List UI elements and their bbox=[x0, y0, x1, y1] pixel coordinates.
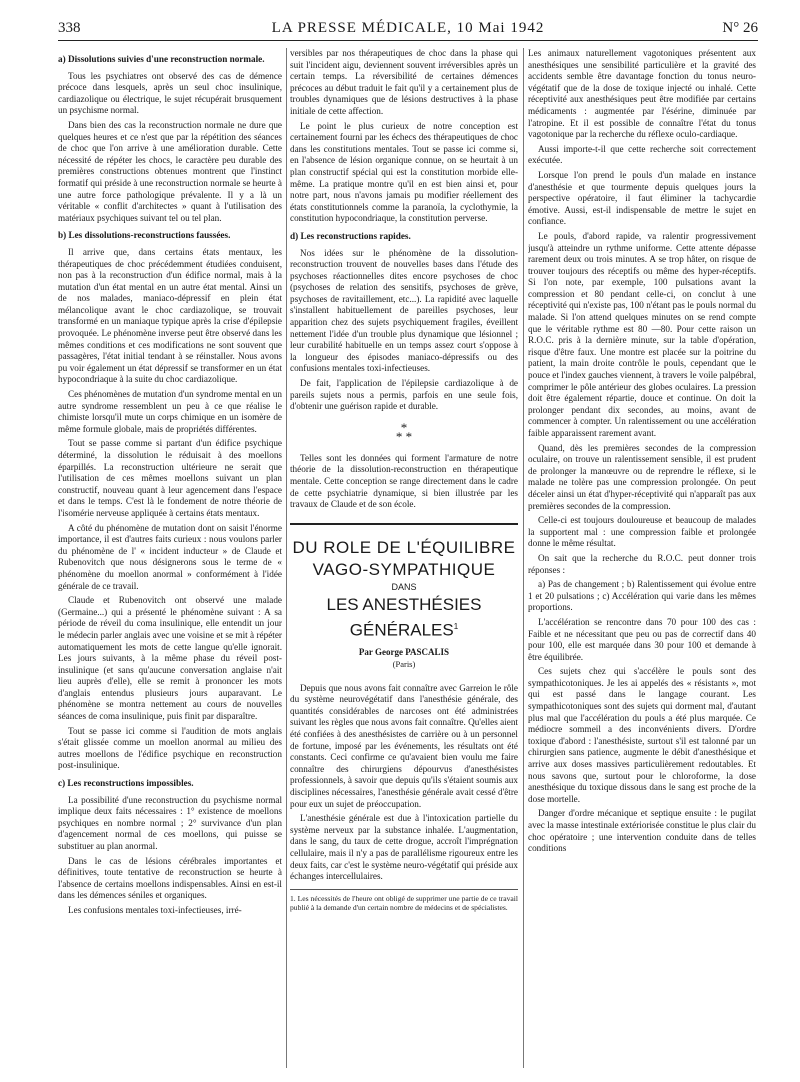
paragraph: Lorsque l'on prend le pouls d'un malade en instance d'anesthésie et que tourmente depuis quelques jours la perspective opératoire, il faut éliminer la tachycardie émotive. Aussi, est-il indispensable de mettre le sujet en confiance. bbox=[528, 169, 756, 227]
article-title-line-1: DU ROLE DE L'ÉQUILIBRE bbox=[292, 537, 516, 557]
footnote bbox=[290, 889, 518, 913]
section-heading: d) Les reconstructions rapides. bbox=[290, 230, 411, 241]
paragraph: Tout se passe ici comme si l'audition de mots anglais s'était glissée comme un moellon anormal au milieu des autres moellons de l'édifice psychique en reconstruction post-insulinique. bbox=[58, 725, 282, 771]
column-3 bbox=[528, 48, 756, 1074]
paragraph: Depuis que nous avons fait connaître avec Garreion le rôle du système neurovégétatif dans l'anesthésie générale, des quantités considérables de narcoses ont été administrées suivant les règles que nous avons fait connaître. Qu'elles aient été confiées à des anesthésistes de carrière ou à un personnel de fortune, imposé par les événements, les résultats ont été constants. Ceci confirme ce qu'avaient bien voulu me faire connaître des chirurgiens dépourvus d'anesthésistes professionnels, à savoir que depuis qu'ils s'étaient soumis aux disciplines nécessaires, l'anesthésie générale avait cessé d'être pour eux un sujet de préoccupation. bbox=[290, 682, 518, 809]
section-separator-asterisks: * * * bbox=[395, 419, 413, 444]
paragraph: Tous les psychiatres ont observé des cas de démence précoce dans lesquels, après un seul choc insulinique, cardiazolique ou électrique, le sujet récupérait brusquement un psychisme normal. bbox=[58, 70, 282, 116]
column-divider bbox=[523, 48, 524, 1068]
paragraph: Claude et Rubenovitch ont observé une malade (Germaine...) qui a présenté le phénomène suivant : A sa période de réveil du coma insulinique, elle entendit un jour le médecin parler anglais avec une voisine et se mit à répéter automatiquement les mots de cette langue qu'elle ignorait. Les jours suivants, à la même phase du réveil post-insulinique (et sans qu'aucune conversation anglaise n'ait lieu auprès d'elle), elle se remit à prononcer les mots d'anglais entendus plusieurs jours auparavant. Le phénomène se montra nettement au cours de nouvelles séances de coma insulinique, puis finit par disparaître. bbox=[58, 595, 282, 722]
paragraph: Tout se passe comme si partant d'un édifice psychique déterminé, la dissolution le réduisait à des moellons éparpillés. La reconstruction ultérieure ne serait que l'utilisation de ces mêmes moellons suivant un plan constructif, nouveau quant à leur agencement dans l'espace et dans le temps. C'est là le fondement de notre théorie de l'isomérie nerveuse appliquée à certains états mentaux. bbox=[58, 438, 282, 518]
paragraph: Ces sujets chez qui s'accélère le pouls sont des sympathicotoniques. Je les ai appelés des « résistants », mot qui est passé dans le langage courant. Les sympathicotoniques sont des sujets qui dorment mal, d'autant plus mal que l'accélération du pouls a été plus marquée. Ce médiocre sommeil a des inconvénients divers. D'ordre toxique d'abord : l'anesthésiste, surtout s'il est talonné par un chirurgien sans patience, augmente le débit d'anesthésique et arrive aux doses massives particulièrement redoutables. Et nous savons que, surtout pour le chloroforme, la dose anesthésique du toxique dissous dans le sang est proche de la dose mortelle. bbox=[528, 666, 756, 804]
column-2 bbox=[290, 48, 518, 1074]
paragraph: Il arrive que, dans certains états mentaux, les thérapeutiques de choc précédemment étudiées conduisent, non pas à la reconstruction d'un édifice normal, mais à la mutation d'un état mental en un autre état mental. Ainsi un de nos malades, maniaco-dépressif en plein état mélancolique avant le choc cardiazolique, se trouvait transformé en un maniaque typique après la crise d'épilepsie provoquée. Le phénomène inverse peut être observé dans les mêmes conditions et ces modifications ne sont souvent que passagères, l'état initial tendant à se réinstaller. Nous avons pu voir également un état dépressif se transformer en un état hypocondriaque à la suite du choc cardiazolique. bbox=[58, 246, 282, 385]
paragraph: A côté du phénomène de mutation dont on saisit l'énorme importance, il est d'autres faits curieux : nous voulons parler du phénomène de l' « incident inducteur » de Claude et Rubenovitch que nous désignerons sous le terme de « phénomène du moellon anormal » conformément à l'idée générale de ce travail. bbox=[58, 522, 282, 591]
paragraph: Celle-ci est toujours douloureuse et beaucoup de malades la supportent mal : une compression faible et prolongée donne le même résultat. bbox=[528, 515, 756, 549]
section-heading: b) Les dissolutions-reconstructions faussées. bbox=[58, 230, 231, 241]
section-heading: a) Dissolutions suivies d'une reconstruction normale. bbox=[58, 54, 265, 64]
page-header bbox=[58, 18, 758, 41]
paragraph: Telles sont les données qui forment l'armature de notre théorie de la dissolution-reconstruction en thérapeutique mentale. Cette conception se range directement dans le cadre de cette psychiatrie dynamique, si bien illustrée par les travaux de Claude et de son école. bbox=[290, 452, 518, 510]
article-title-line-3 bbox=[290, 594, 518, 642]
paragraph: On sait que la recherche du R.O.C. peut donner trois réponses : bbox=[528, 552, 756, 575]
paragraph: De fait, l'application de l'épilepsie cardiazolique à de pareils sujets nous a permis, parfois en une seule fois, d'obtenir une guérison rapide et durable. bbox=[290, 378, 518, 412]
paragraph: Le pouls, d'abord rapide, va ralentir progressivement jusqu'à atteindre un rythme uniforme. Cette attente dépasse rarement deux ou trois minutes. A se trop hâter, on risque de trouver toujours des réceptifs ou même des hyper-réceptifs. Si l'on note, par exemple, 100 pulsations avant la compression et 80 pendant celle-ci, on conclut à une réceptivité qui n'existe pas, 100 n'étant pas le pouls normal du malade. Si l'on attend quelques minutes on se rend compte que le véritable rythme est 80 —80. Pour cette raison un R.O.C. pris à la dernière minute, sur la table d'opération, risque d'être faux. Une montre est placée sur la poitrine du patient, la main droite contrôle le pouls, cependant que le pouce et l'index gauches viennent, à travers le voile palpébral, comprimer le pôle antérieur des globes oculaires. La pression doit être également répartie, douce et continue. On doit la prolonger pendant dix secondes, au moins, avant de commencer à compter. Un ralentissement ou une accélération faible apparaissent rarement avant. bbox=[528, 230, 756, 438]
paragraph: Nos idées sur le phénomène de la dissolution-reconstruction trouvent de nouvelles bases dans l'étude des psychoses réactionnelles dites encore psychoses de choc (psychoses de relation des sensitifs, psychoses de grève, psychoses de ravitaillement, etc...). La rapidité avec laquelle s'installent habituellement de pareilles psychoses, leur apparition chez des sujets psychiquement fragiles, éveillent nettement l'idée d'un trouble plus dynamique que lésionnel ; leur curabilité habituelle en un temps assez court s'oppose à la longueur des épisodes maniaco-dépressifs ou des confusions mentales toxi-infectieuses. bbox=[290, 247, 518, 374]
article-title-dans: DANS bbox=[391, 581, 417, 592]
paragraph: La possibilité d'une reconstruction du psychisme normal implique deux faits nécessaires : 1° existence de moellons psychiques en nombre normal ; 2° survivance d'un plan d'agencement normal de ces moellons, qui puisse se substituer au plan anormal. bbox=[58, 794, 282, 851]
article-title-block bbox=[290, 523, 518, 671]
paragraph: Danger d'ordre mécanique et septique ensuite : le pugilat avec la masse intestinale extériorisée constitue le plus clair du choc opératoire ; une intervention conduite dans de telles conditions bbox=[528, 808, 756, 854]
article-author-city: (Paris) bbox=[392, 659, 416, 670]
footnote-text: 1. Les nécessités de l'heure ont obligé de supprimer une partie de ce travail publié à la demande d'un certain nombre de médecins et de spécialistes. bbox=[290, 893, 518, 913]
column-1 bbox=[58, 48, 282, 1074]
column-divider bbox=[286, 48, 287, 1068]
section-heading: c) Les reconstructions impossibles. bbox=[58, 778, 194, 789]
article-author: Par George PASCALIS bbox=[358, 647, 450, 658]
paragraph: versibles par nos thérapeutiques de choc dans la phase qui suit l'incident aigu, deviennent souvent irréversibles après un certain temps. La réversibilité de certaines démences précoces au début traduit le fait qu'il y a certainement plus de troubles dynamiques que de lésions destructives à la phase initiale de cette affection. bbox=[290, 48, 518, 116]
paragraph: L'anesthésie générale est due à l'intoxication partielle du système nerveux par la substance inhalée. L'augmentation, dans le sang, du taux de cette drogue, accroît l'imprégnation cellulaire, mais il n'y a pas de parallélisme rigoureux entre les deux faits, car c'est le système neuro-végétatif qui préside aux échanges intercellulaires. bbox=[290, 813, 518, 882]
paragraph: L'accélération se rencontre dans 70 pour 100 des cas : Faible et ne nécessitant que peu ou pas de correctif dans 40 pour 100, elle est marquée dans 30 pour 100 et demande à être équilibrée. bbox=[528, 616, 756, 662]
paragraph: Dans bien des cas la reconstruction normale ne dure que quelques heures et ce n'est que par la répétition des séances de choc que l'on arrive à une amélioration durable. Cette nécessité de répéter les chocs, le caractère peu durable des premières constructions obtenues montrent que l'instinct formatif qui préside à une reconstruction normale se heurte à une autre force pathologique prévalente. Il y a là un véritable « conflit d'architectes » quant à l'utilisation des matériaux psychiques suivant tel ou tel plan. bbox=[58, 119, 282, 223]
journal-title: LA PRESSE MÉDICALE, 10 Mai 1942 bbox=[271, 20, 545, 36]
paragraph: Dans le cas de lésions cérébrales importantes et définitives, toute tentative de reconstruction se heurte à l'absence de certains moellons indispensables. Ainsi en est-il dans les démences séniles et organiques. bbox=[58, 855, 282, 901]
article-title-line-3-text: LES ANESTHÉSIES GÉNÉRALES bbox=[326, 594, 482, 640]
paragraph: a) Pas de changement ; b) Ralentissement qui évolue entre 1 et 20 pulsations ; c) Accélération qui varie dans les mêmes proportions. bbox=[528, 579, 756, 613]
page-number: 338 bbox=[58, 20, 81, 36]
paragraph: Le point le plus curieux de notre conception est certainement fourni par les échecs des thérapeutiques de choc dans les constitutions mentales. Tout se passe ici comme si, en l'absence de lésion organique connue, on se heurtait à un plan constructif spécial qui est la constitution morbide elle-même. La pratique montre qu'il en est bien ainsi et, pour notre part, nous n'avons jamais pu modifier réellement des états constitutionnels comme la paranoïa, la cyclothymie, la constitution hypocondriaque, la constitution perverse. bbox=[290, 120, 518, 224]
footnote-marker: 1 bbox=[453, 621, 459, 631]
paragraph: Aussi importe-t-il que cette recherche soit correctement exécutée. bbox=[528, 143, 756, 166]
issue-number: N° 26 bbox=[722, 20, 758, 36]
paragraph: Les confusions mentales toxi-infectieuses, irré- bbox=[68, 904, 242, 915]
paragraph: Ces phénomènes de mutation d'un syndrome mental en un autre syndrome ressemblent un peu à ce que réalise le chimiste lorsqu'il mute un corps chimique en un isomère de même formule globale, mais de propriétés différentes. bbox=[58, 389, 282, 434]
paragraph: Les animaux naturellement vagotoniques présentent aux anesthésiques une sensibilité particulière et la gravité des accidents semble être davantage fonction du tonus neuro-végétatif que de la dose de toxique injecté ou inhalé. Cette réceptivité aux anesthésiques peut être modifiée par certains médicaments : augmentée par l'ésérine, diminuée par l'atropine. Et il est possible de connaître l'état du tonus vagotonique par la recherche du réflexe oculo-cardiaque. bbox=[528, 48, 756, 140]
article-title-line-2: VAGO-SYMPATHIQUE bbox=[312, 559, 496, 579]
paragraph: Quand, dès les premières secondes de la compression oculaire, on trouve un ralentissement sensible, il est prudent de prolonger la manœuvre ou de reprendre le réflexe, si le malade ne tolère pas une compression prolongée. On peut déceler ainsi un état d'hyper-réceptivité qui n'apparaît pas aux premières secondes de la compression. bbox=[528, 442, 756, 511]
